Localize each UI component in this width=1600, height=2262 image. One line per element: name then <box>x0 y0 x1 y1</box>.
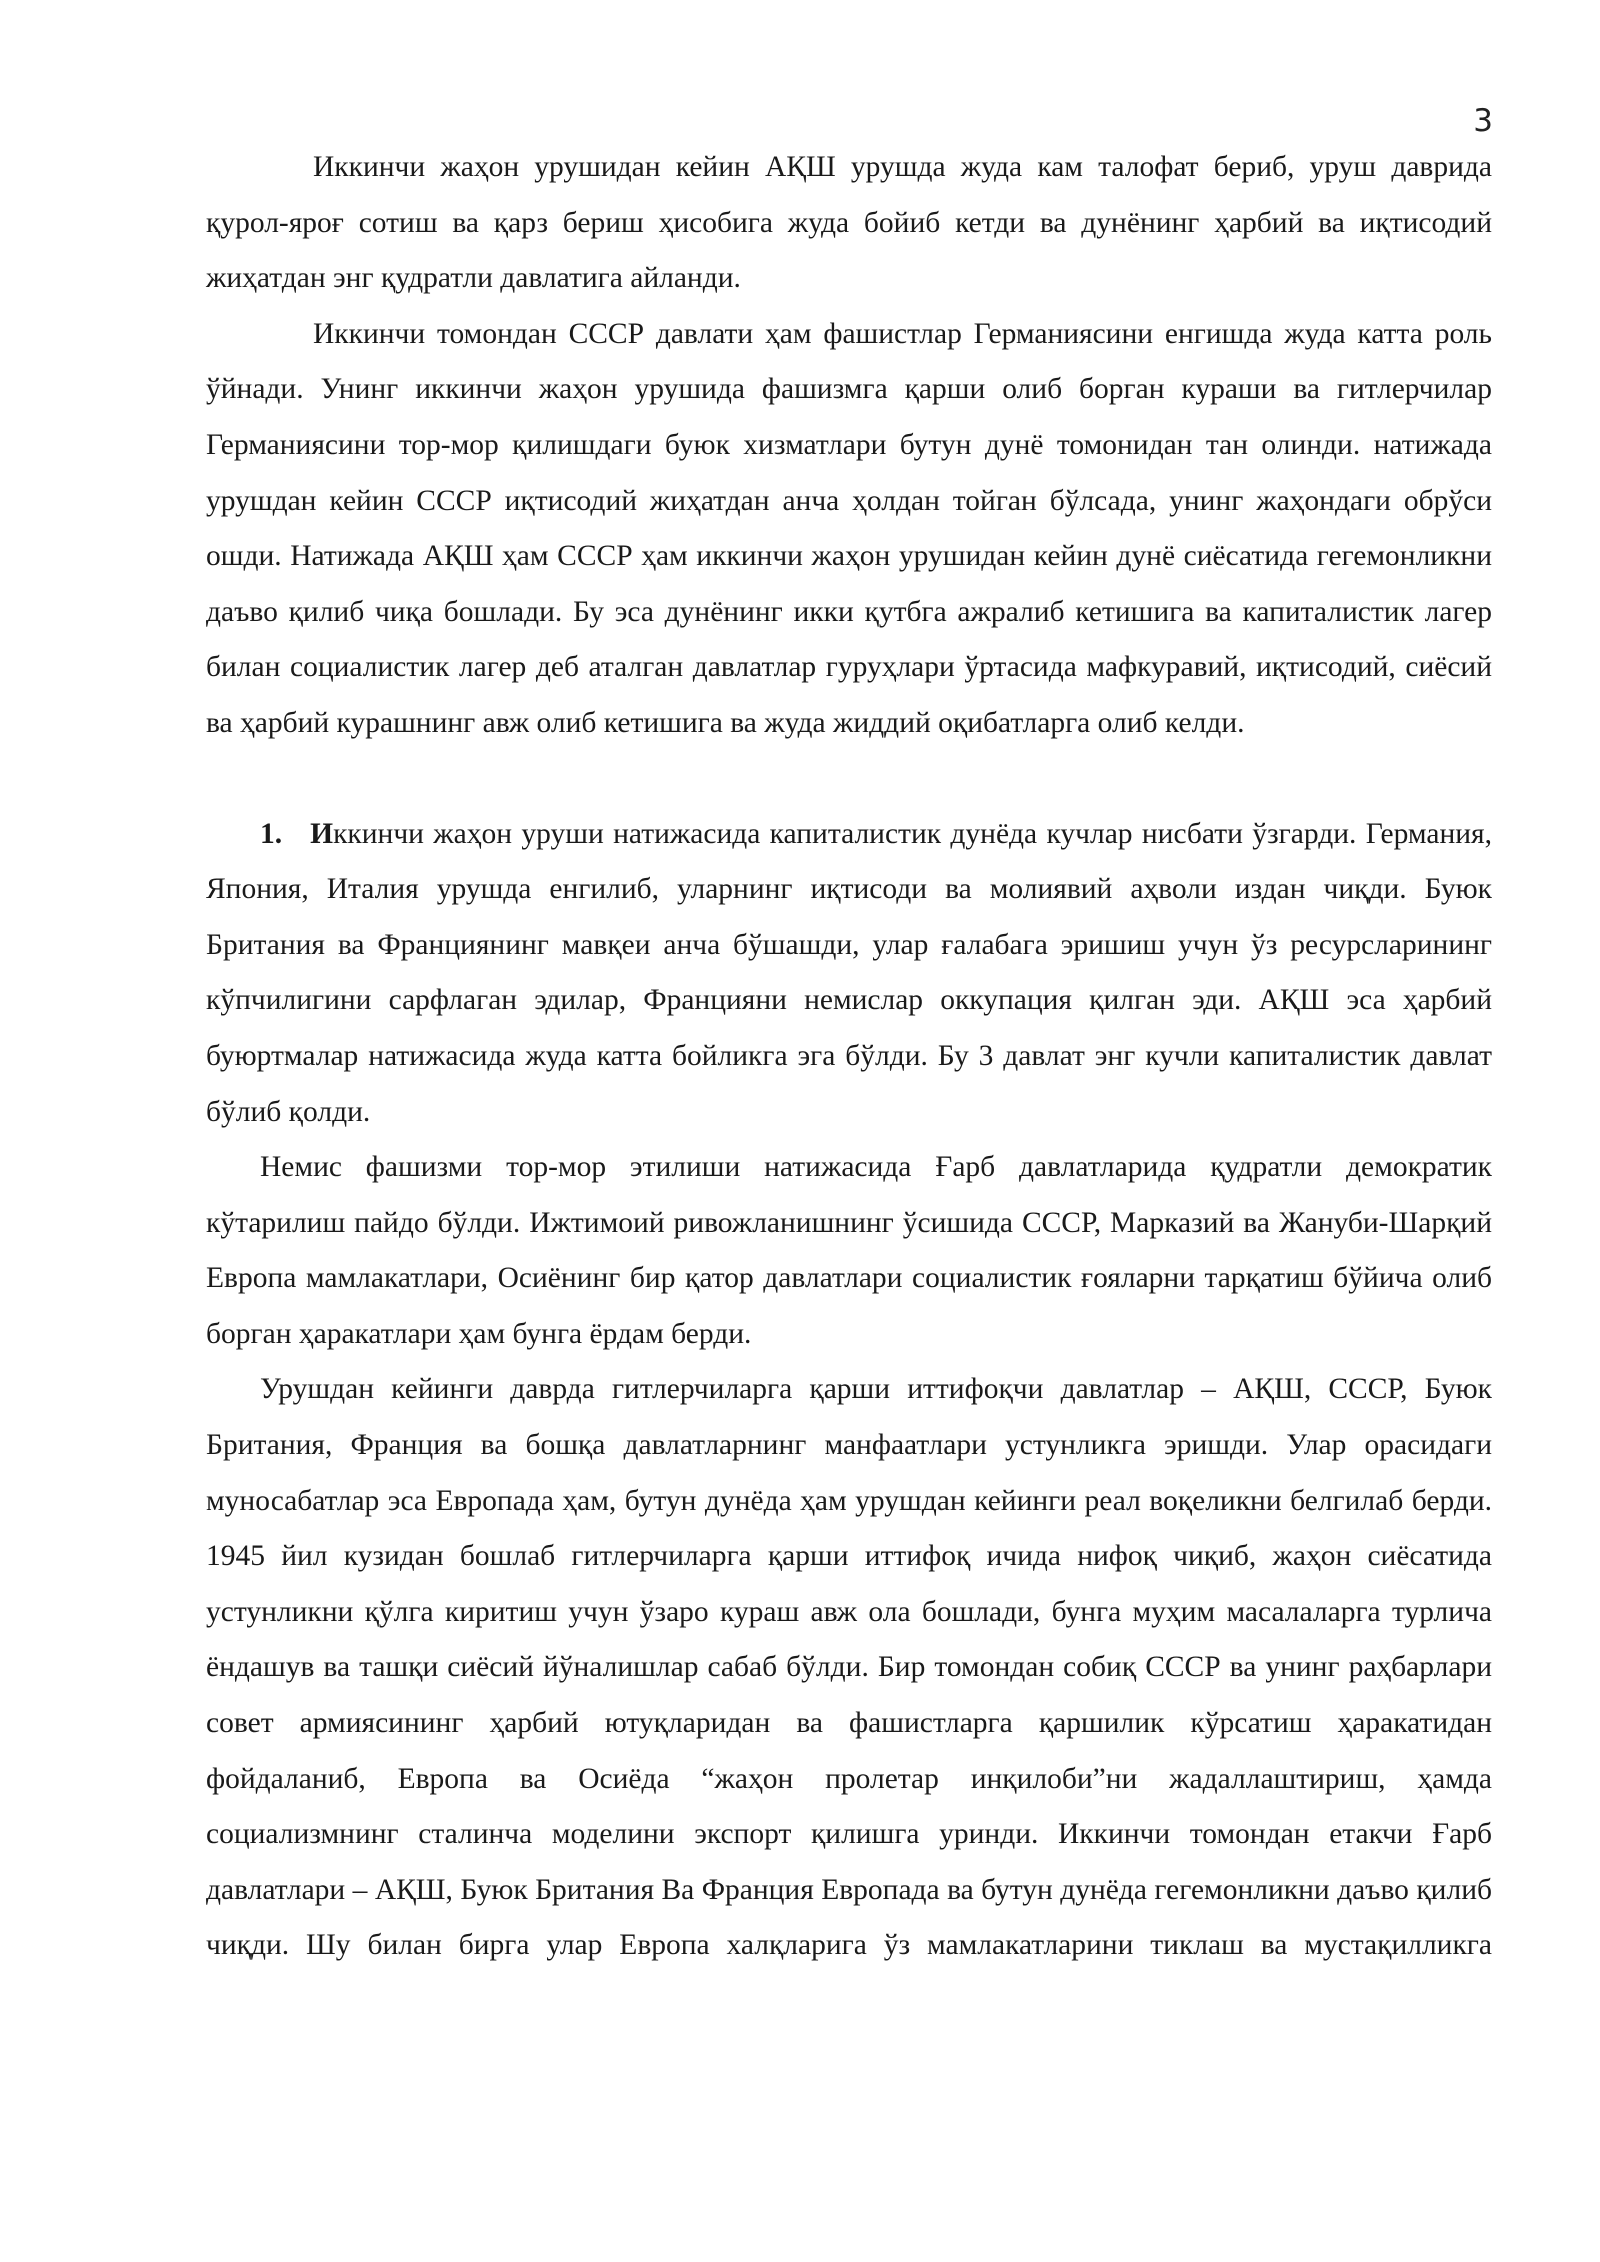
list-number: 1. <box>260 817 283 850</box>
paragraph-spacer <box>206 752 1492 807</box>
paragraph-5: Урушдан кейинги даврда гитлерчиларга қарши иттифоқчи давлатлар – АҚШ, СССР, Буюк Британия, Франция ва бошқа давлатларнинг манфаатлари устунликга эришди. Улар орасидаги муносабатлар эса Европада ҳам, бутун дунёда ҳам урушдан кейинги реал воқеликни белгилаб берди. 1945 йил кузидан бошлаб гитлерчиларга қарши иттифоқ ичида нифоқ чиқиб, жаҳон сиёсатида устунликни қўлга киритиш учун ўзаро кураш авж ола бошлади, бунга муҳим масалаларга турлича ёндашув ва ташқи сиёсий йўналишлар сабаб бўлди. Бир томондан собиқ СССР ва унинг раҳбарлари совет армиясининг ҳарбий ютуқларидан ва фашистларга қаршилик кўрсатиш ҳаракатидан фойдаланиб, Европа ва Осиёда “жаҳон пролетар инқилоби”ни жадаллаштириш, ҳамда социализмнинг сталинча моделини экспорт қилишга уринди. Иккинчи томондан етакчи Ғарб давлатлари – АҚШ, Буюк Британия Ва Франция Европада ва бутун дунёда гегемонликни даъво қилиб чиқди. Шу билан бирга улар Европа халқларига ўз мамлакатларини тиклаш ва мустақилликга <box>206 1373 1492 1962</box>
paragraph-2: Иккинчи томондан СССР давлати ҳам фашистлар Германиясини енгишда жуда катта роль ўйнади. Унинг иккинчи жаҳон урушида фашизмга қарши олиб борган кураши ва гитлерчилар Германиясини тор-мор қилишдаги буюк хизматлари бутун дунё томонидан тан олинди. натижада урушдан кейин СССР иқтисодий жиҳатдан анча ҳолдан тойган бўлсада, унинг жаҳондаги обрўси ошди. Натижада АҚШ ҳам СССР ҳам иккинчи жаҳон урушидан кейин дунё сиёсатида гегемонликни даъво қилиб чиқа бошлади. Бу эса дунёнинг икки қутбга ажралиб кетишига ва капиталистик лагер билан социалистик лагер деб аталган давлатлар гуруҳлари ўртасида мафкуравий, иқтисодий, сиёсий ва ҳарбий курашнинг авж олиб кетишига ва жуда жиддий оқибатларга олиб келди. <box>206 317 1492 739</box>
numbered-paragraph-text: ккинчи жаҳон уруши натижасида капиталистик дунёда кучлар нисбати ўзгарди. Германия, Япония, Италия урушда енгилиб, уларнинг иқтисоди ва молиявий аҳволи издан чиқди. Буюк Британия ва Франциянинг мавқеи анча бўшашди, улар ғалабага эришиш учун ўз ресурсларининг кўпчилигини сарфлаган эдилар, Францияни немислар оккупация қилган эди. АҚШ эса ҳарбий буюртмалар натижасида жуда катта бойликга эга бўлди. Бу 3 давлат энг кучли капиталистик давлат бўлиб қолди. <box>206 817 1492 1128</box>
document-body <box>206 140 1492 1974</box>
bold-initial: И <box>310 817 334 850</box>
paragraph-4: Немис фашизми тор-мор этилиши натижасида Ғарб давлатларида қудратли демократик кўтарилиш пайдо бўлди. Ижтимоий ривожланишнинг ўсишида СССР, Марказий ва Жануби-Шарқий Европа мамлакатлари, Осиёнинг бир қатор давлатлари социалистик ғояларни тарқатиш бўйича олиб борган ҳаракатлари ҳам бунга ёрдам берди. <box>206 1151 1492 1350</box>
numbered-paragraph-1 <box>206 807 1492 1141</box>
paragraph-1: Иккинчи жаҳон урушидан кейин АҚШ урушда жуда кам талофат бериб, уруш даврида қурол-яроғ сотиш ва қарз бериш ҳисобига жуда бойиб кетди ва дунёнинг ҳарбий ва иқтисодий жиҳатдан энг қудратли давлатига айланди. <box>206 151 1492 295</box>
page-number: 3 <box>1473 103 1493 139</box>
